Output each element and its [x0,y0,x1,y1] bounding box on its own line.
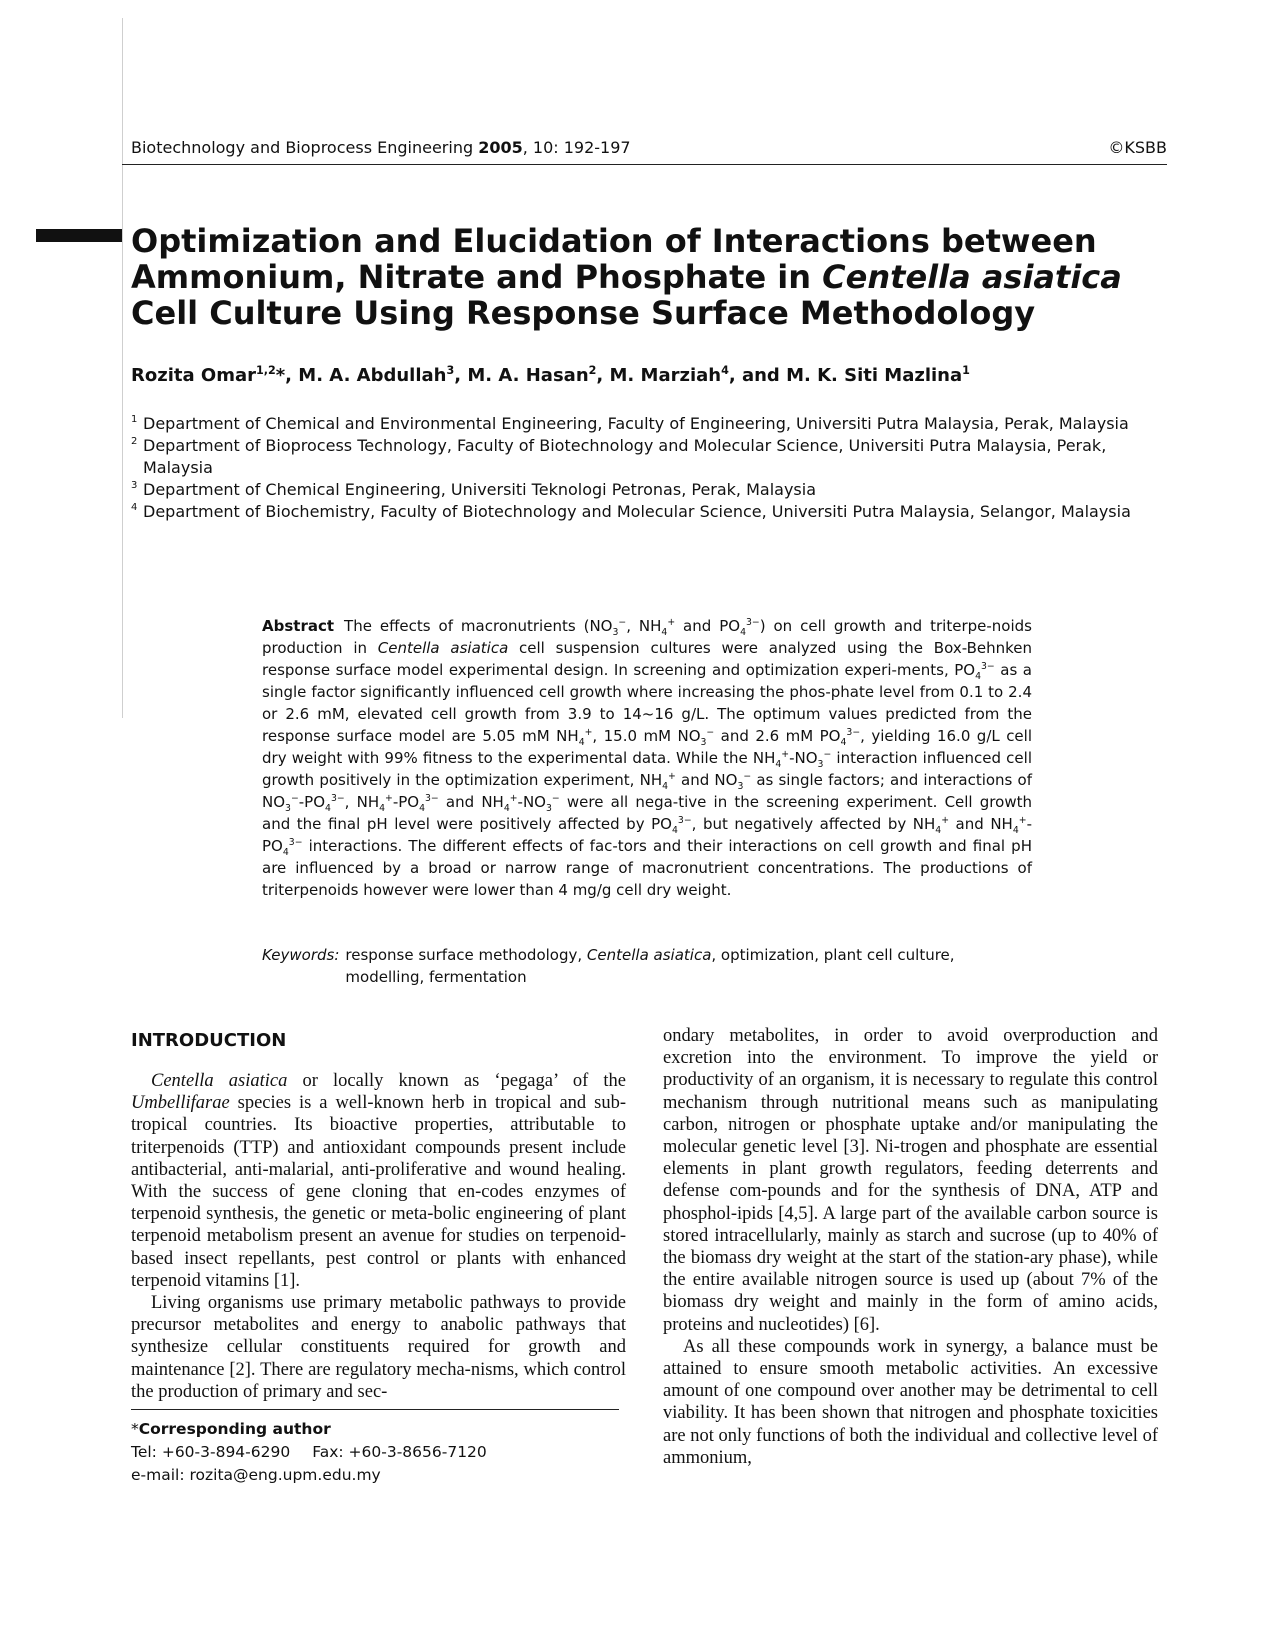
intro-paragraph-1: Centella asiatica or locally known as ‘pegaga’ of the Umbellifarae species is a well-known herb in tropical and sub-tropical countries. Its bioactive properties, attributable to triterpenoids (TTP) and antioxidant compounds present include antibacterial, anti-malarial, anti-proliferative and wound healing. With the success of gene cloning that en-codes enzymes of terpenoid synthesis, the genetic or meta-bolic engineering of plant terpenoid metabolism present an avenue for studies on terpenoid-based insect repellants, pest control or plants with enhanced terpenoid vitamins [1]. [131,1071,626,1291]
margin-line [122,18,123,718]
author-list: Rozita Omar$^{1,2}$*, M. A. Abdullah$^3$, M. A. Hasan$^2$, M. Marziah$^4$, and M. K. Siti Mazlina$^1$ [131,364,970,386]
affiliation-4: 4 Department of Biochemistry, Faculty of Biotechnology and Molecular Science, Universiti Putra Malaysia, Selangor, Malaysia [131,502,1131,521]
intro-paragraph-2: Living organisms use primary metabolic pathways to provide precursor metabolites and energy to anabolic pathways that synthesize cellular constituents required for growth and maintenance [2]. There are regulatory mecha-nisms, which control the production of primary and sec- [131,1293,626,1402]
abstract: Abstract The effects of macronutrients ($NO_3^-$, $NH_4^+$ and $PO_4^{3-}$) on cell growth and triterpe-noids production in Centella asiatica cell suspension cultures were analyzed using the Box-Behnken response surface model experimental design. In screening and optimization experi-ments, $PO_4^{3-}$ as a single factor significantly influenced cell growth where increasing the phos-phate level from 0.1 to 2.4 or 2.6 mM, elevated cell growth from 3.9 to 14~16 g/L. The optimum values predicted from the response surface model are 5.05 mM $NH_4^+$, 15.0 mM $NO_3^-$ and 2.6 mM $PO_4^{3-}$, yielding 16.0 g/L cell dry weight with 99% fitness to the experimental data. While the $NH_4^+-NO_3^-$ interaction influenced cell growth positively in the optimization experiment, $NH_4^+$ and $NO_3^-$ as single factors; and interactions of $NO_3^--PO_4^{3-}$, $NH_4^+-PO_4^{3-}$ and $NH_4^+-NO_3^-$ were all nega-tive in the screening experiment. Cell growth and the final pH level were positively affected by $PO_4^{3-}$, but negatively affected by $NH_4^+$ and $NH_4^+-PO_4^{3-}$ interactions. The different effects of fac-tors and their interactions on cell growth and final pH are influenced by a broad or narrow range of macronutrient concentrations. The productions of triterpenoids however were lower than 4 mg/g cell dry weight. [262,617,1033,899]
running-header [131,138,1167,157]
paper-title: Optimization and Elucidation of Interactions between Ammonium, Nitrate and Phosphate in Centella asiatica Cell Culture Using Response Surface Methodology [131,222,1122,332]
intro-paragraph-3: As all these compounds work in synergy, a balance must be attained to ensure smooth metabolic activities. An excessive amount of one compound over another may be detrimental to cell viability. It has been shown that nitrogen and phosphate toxicities are not only functions of both the individual and collective level of ammonium, [663,1336,1158,1468]
affiliations [131,413,1171,523]
copyright: ©KSBB [1108,138,1167,157]
keywords [262,944,1032,988]
affiliation-1: 1 Department of Chemical and Environmental Engineering, Faculty of Engineering, Universiti Putra Malaysia, Perak, Malaysia [131,414,1129,433]
journal-citation: Biotechnology and Bioprocess Engineering 2005, 10: 192-197 [131,138,631,157]
keywords-list: response surface methodology, Centella asiatica, optimization, plant cell culture, modelling, fermentation [345,946,955,986]
intro-paragraph-2-continued: ondary metabolites, in order to avoid overproduction and excretion into the environment. To improve the yield or productivity of an organism, it is necessary to regulate this control mechanism through nutritional means such as manipulating carbon, nitrogen or phosphate uptake and/or manipulating the molecular genetic level [3]. Ni-trogen and phosphate are essential elements in plant growth regulators, feeding deterrents and defense com-pounds and for the synthesis of DNA, ATP and phosphol-ipids [4,5]. A large part of the available carbon source is stored intracellularly, mainly as starch and sucrose (up to 40% of the biomass dry weight at the start of the station-ary phase), while the entire available nitrogen source is used up (about 7% of the biomass dry weight and mainly in the form of amino acids, proteins and nucleotides) [6]. [663,1026,1158,1335]
footnote-label: *Corresponding author [131,1420,331,1438]
corresponding-author-footnote [131,1418,626,1487]
footnote-email: e-mail: rozita@eng.upm.edu.my [131,1466,381,1484]
affiliation-3: 3 Department of Chemical Engineering, Universiti Teknologi Petronas, Perak, Malaysia [131,480,817,499]
footnote-phone: Tel: +60-3-894-6290 Fax: +60-3-8656-7120 [131,1443,487,1461]
right-column [663,1025,1158,1469]
title-marker-bar [36,229,122,242]
header-rule [122,164,1167,165]
footnote-rule [131,1409,619,1410]
left-column [131,1070,626,1403]
keywords-label: Keywords: [262,946,340,964]
section-heading-introduction: INTRODUCTION [131,1030,287,1051]
affiliation-2: 2 Department of Bioprocess Technology, Faculty of Biotechnology and Molecular Science, Universiti Putra Malaysia, Perak, Malaysia [131,436,1107,477]
